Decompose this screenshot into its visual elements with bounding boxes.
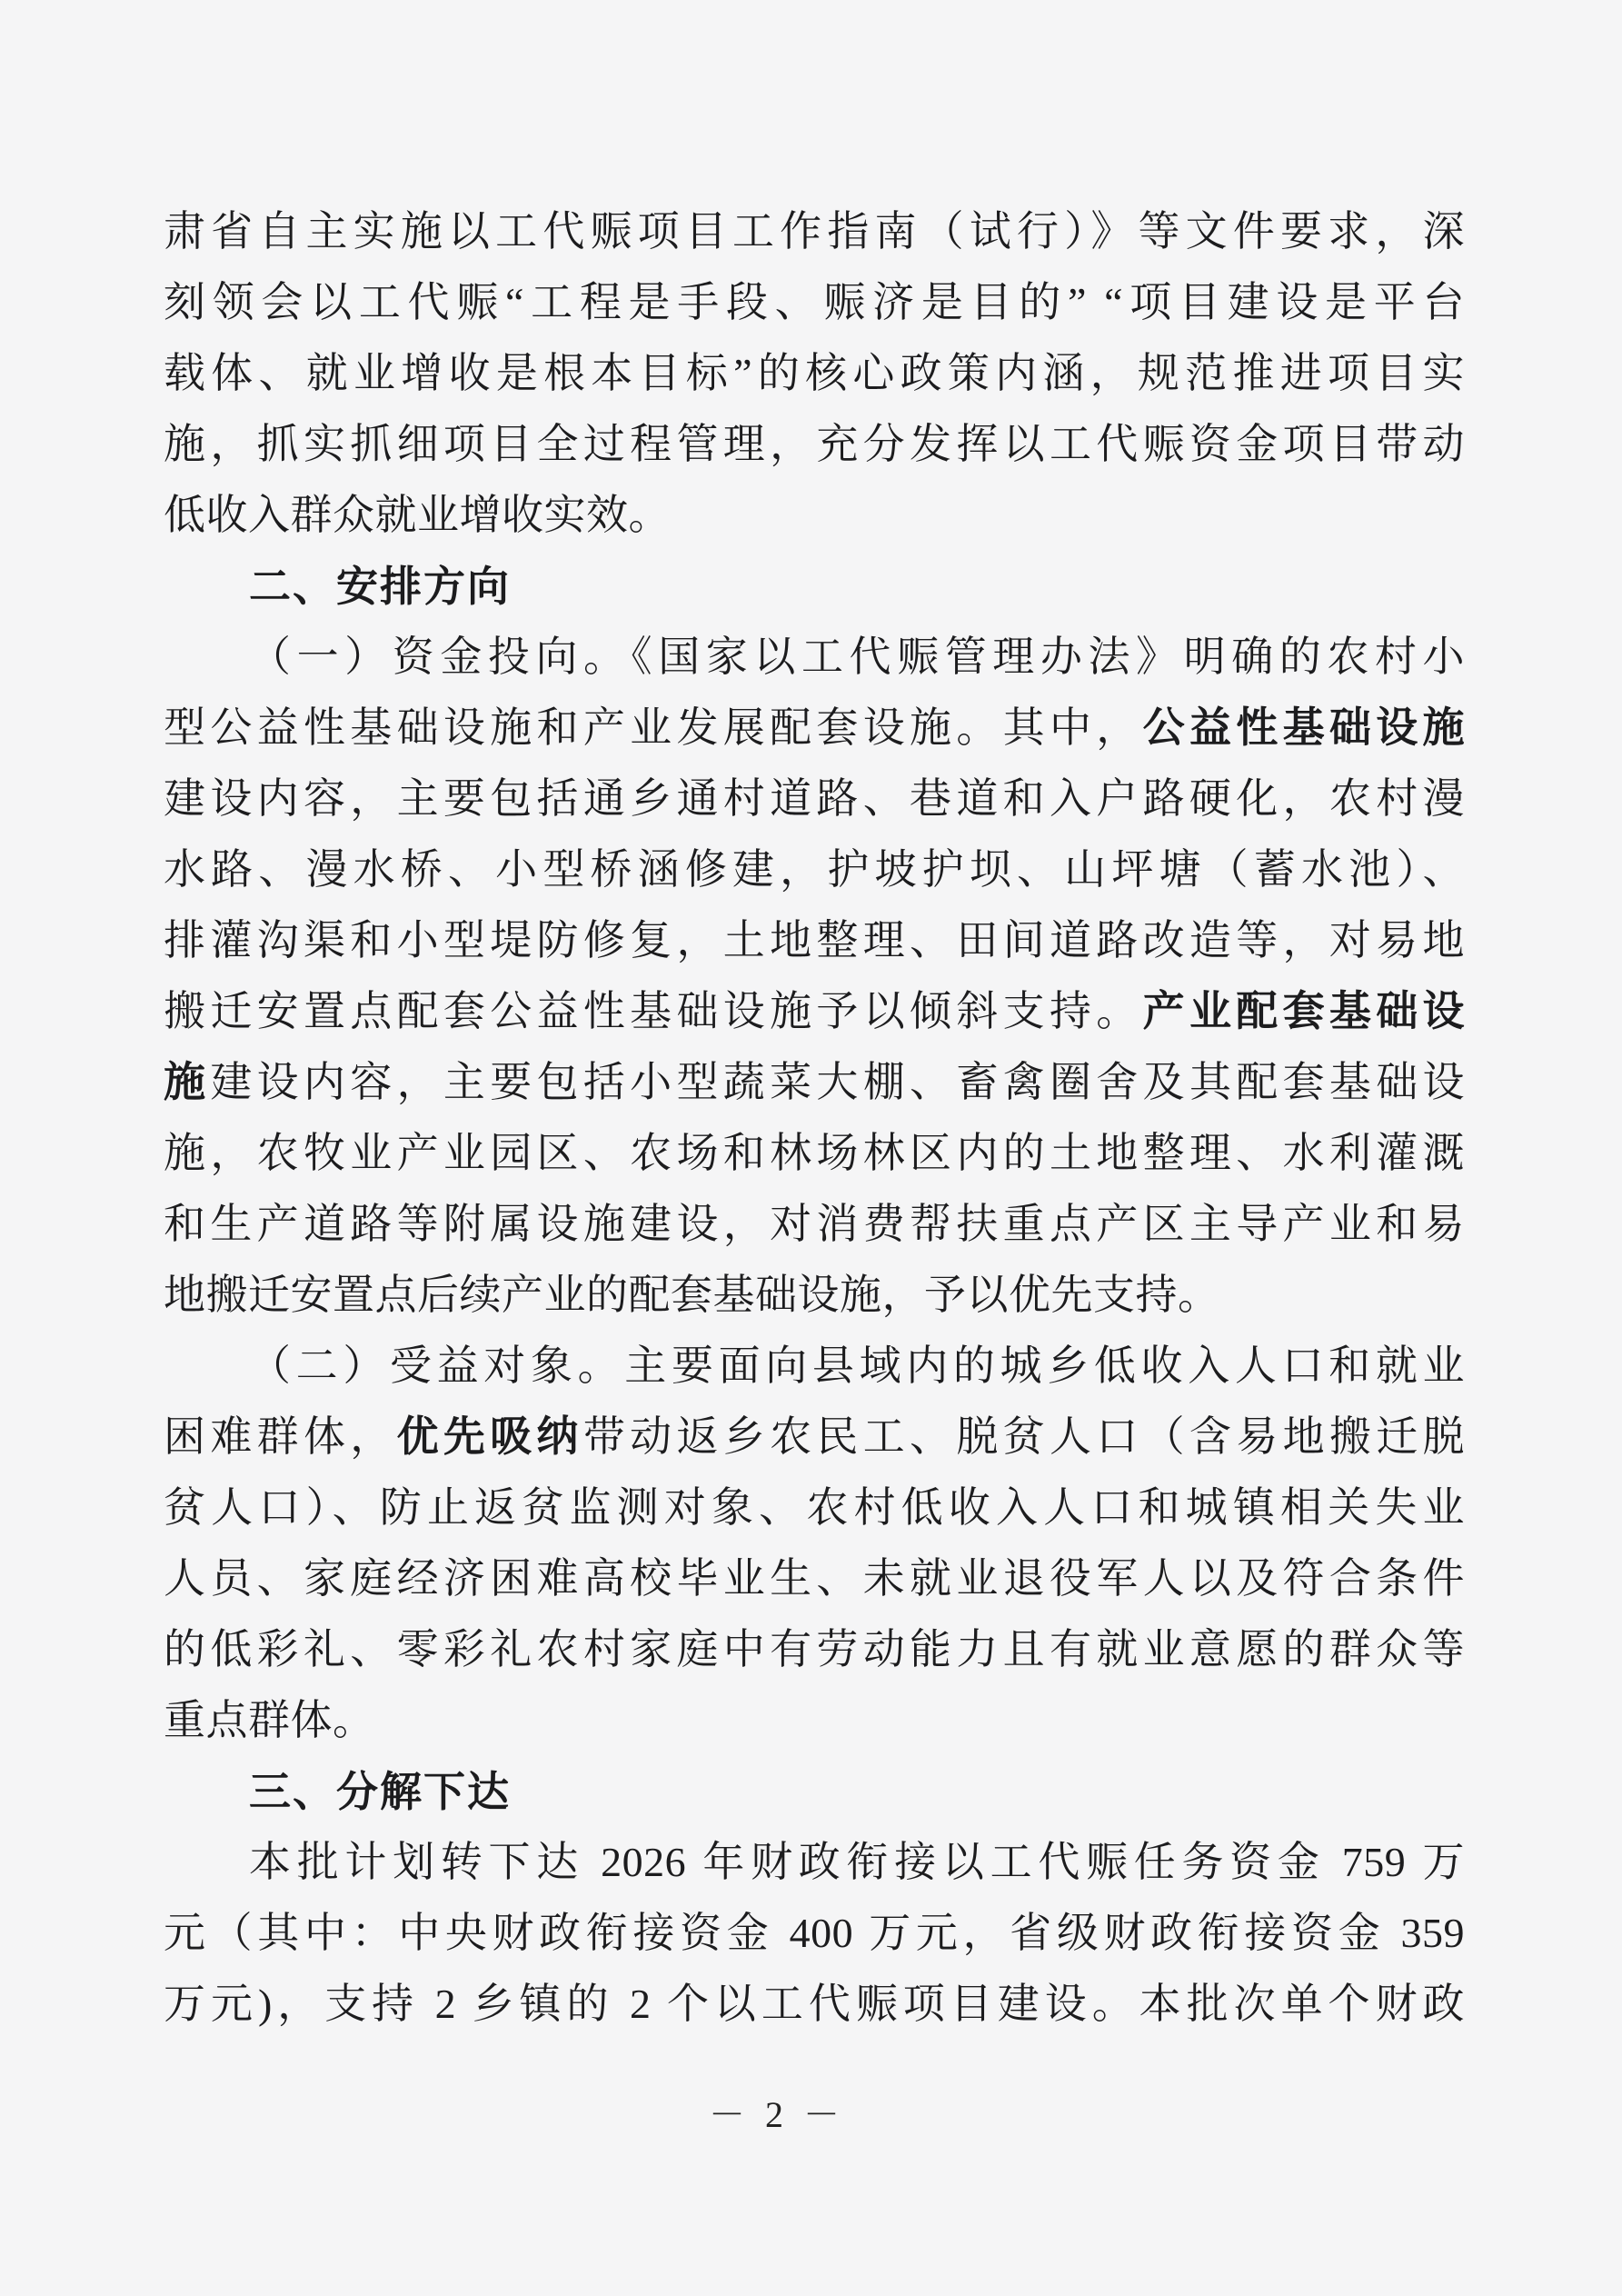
body-text: 重点群体。 xyxy=(164,1697,375,1743)
emphasized-text: 施 xyxy=(164,1059,211,1105)
body-text: 刻领会以工代赈“工程是手段、赈济是目的” “项目建设是平台 xyxy=(164,279,1465,325)
document-line xyxy=(164,905,1465,976)
body-text: 施，抓实抓细项目全过程管理，充分发挥以工代赈资金项目带动 xyxy=(164,421,1465,467)
document-line xyxy=(164,1189,1465,1260)
emphasized-text: 三、分解下达 xyxy=(249,1768,511,1815)
body-text: 施，农牧业产业园区、农场和林场林区内的土地整理、水利灌溉 xyxy=(164,1130,1465,1176)
document-line xyxy=(164,480,1465,551)
body-text: 和生产道路等附属设施建设，对消费帮扶重点产区主导产业和易 xyxy=(164,1201,1465,1247)
body-text: 肃省自主实施以工代赈项目工作指南（试行）》等文件要求，深 xyxy=(164,208,1465,255)
document-line xyxy=(164,976,1465,1047)
document-line xyxy=(164,1260,1465,1331)
document-line xyxy=(164,1543,1465,1614)
emphasized-text: 产业配套基础设 xyxy=(1142,988,1466,1034)
body-text: 带动返乡农民工、脱贫人口（含易地搬迁脱 xyxy=(582,1413,1466,1460)
body-text: 本批计划转下达 2026 年财政衔接以工代赈任务资金 759 万 xyxy=(249,1839,1465,1885)
body-text: 人员、家庭经济困难高校毕业生、未就业退役军人以及符合条件 xyxy=(164,1555,1465,1602)
document-line xyxy=(164,1685,1465,1756)
document-line xyxy=(164,196,1465,267)
body-text: 元（其中：中央财政衔接资金 400 万元，省级财政衔接资金 359 xyxy=(164,1910,1465,1956)
body-text: 水路、漫水桥、小型桥涵修建，护坡护坝、山坪塘（蓄水池）、 xyxy=(164,846,1465,893)
document-line xyxy=(164,1969,1465,2040)
body-text: 排灌沟渠和小型堤防修复，土地整理、田间道路改造等，对易地 xyxy=(164,917,1465,963)
body-text: 搬迁安置点配套公益性基础设施予以倾斜支持。 xyxy=(164,988,1143,1034)
document-line xyxy=(164,1827,1465,1898)
body-text: 型公益性基础设施和产业发展配套设施。其中， xyxy=(164,704,1143,751)
body-text: （一）资金投向。 xyxy=(249,634,632,680)
page-number: － 2 － xyxy=(709,2094,845,2135)
document-line xyxy=(164,1331,1465,1402)
document-line xyxy=(164,1614,1465,1685)
document-line xyxy=(164,764,1465,834)
emphasized-text: 二、安排方向 xyxy=(249,563,511,610)
document-line xyxy=(164,622,1465,693)
document-line xyxy=(164,693,1465,764)
body-text: 万元)，支持 2 乡镇的 2 个以工代赈项目建设。本批次单个财政 xyxy=(164,1981,1465,2027)
body-text: 建设内容，主要包括小型蔬菜大棚、畜禽圈舍及其配套基础设 xyxy=(210,1059,1466,1105)
document-line xyxy=(164,338,1465,409)
emphasized-text: 优先吸纳 xyxy=(396,1413,583,1460)
body-text: 主要面向县域内的城乡低收入人口和就业 xyxy=(624,1343,1466,1389)
document-line xyxy=(164,267,1465,338)
body-text: 《国家以工代赈管理办法》明确的农村小 xyxy=(631,634,1466,680)
document-text-block xyxy=(164,196,1465,2040)
document-line xyxy=(164,1898,1465,1969)
body-text: 贫人口）、防止返贫监测对象、农村低收入人口和城镇相关失业 xyxy=(164,1484,1465,1531)
body-text: 困难群体， xyxy=(164,1413,397,1460)
document-line xyxy=(164,1472,1465,1543)
body-text: 的低彩礼、零彩礼农村家庭中有劳动能力且有就业意愿的群众等 xyxy=(164,1626,1465,1672)
body-text: （二）受益对象。 xyxy=(249,1343,625,1389)
document-line xyxy=(164,409,1465,480)
document-line xyxy=(164,1118,1465,1189)
section-heading xyxy=(164,1756,1465,1827)
body-text: 建设内容，主要包括通乡通村道路、巷道和入户路硬化，农村漫 xyxy=(164,775,1465,822)
document-line xyxy=(164,834,1465,905)
emphasized-text: 公益性基础设施 xyxy=(1142,704,1466,751)
section-heading xyxy=(164,551,1465,622)
body-text: 地搬迁安置点后续产业的配套基础设施，予以优先支持。 xyxy=(164,1272,1220,1318)
body-text: 载体、就业增收是根本目标”的核心政策内涵，规范推进项目实 xyxy=(164,350,1465,396)
document-line xyxy=(164,1402,1465,1472)
document-line xyxy=(164,1047,1465,1118)
body-text: 低收入群众就业增收实效。 xyxy=(164,492,671,538)
